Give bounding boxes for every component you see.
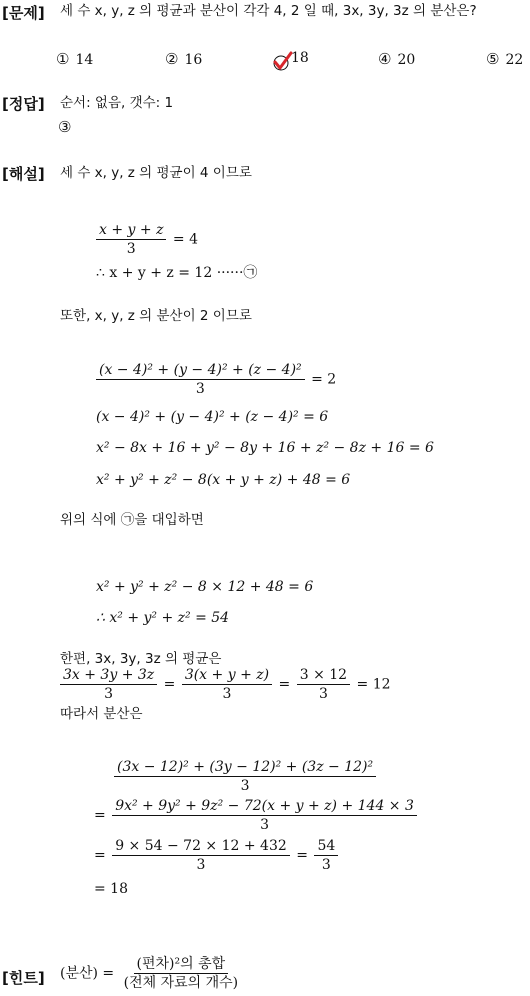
var3-denominator: 3 bbox=[196, 857, 206, 873]
equation-4: (x − 4)² + (y − 4)² + (z − 4)² = 6 bbox=[96, 409, 329, 425]
equation-sum: ∴ x + y + z = 12 ······㉠ bbox=[96, 265, 258, 281]
option-value: 14 bbox=[75, 52, 94, 68]
mean-f3-numerator: 3 × 12 bbox=[297, 667, 350, 685]
eq1-numerator: x + y + z bbox=[96, 222, 166, 240]
eq3-rhs: = 2 bbox=[311, 371, 337, 388]
mean-f2-denominator: 3 bbox=[222, 686, 232, 702]
hint-formula bbox=[60, 956, 243, 991]
mean-eq-2: = bbox=[278, 676, 291, 693]
explanation-line3: 위의 식에 ㉠을 대입하면 bbox=[60, 512, 204, 528]
variance-step-3 bbox=[94, 838, 340, 873]
equation-7: x² + y² + z² − 8 × 12 + 48 = 6 bbox=[96, 579, 314, 595]
equation-variance bbox=[94, 362, 336, 397]
equation-mean-scaled bbox=[58, 667, 391, 702]
eq1-denominator: 3 bbox=[126, 241, 136, 257]
eq1-rhs: = 4 bbox=[172, 231, 198, 248]
option-5[interactable] bbox=[486, 50, 523, 68]
explanation-line2: 또한, x, y, z 의 분산이 2 이므로 bbox=[60, 308, 252, 324]
hint-denominator: (전체 자료의 개수) bbox=[123, 975, 239, 991]
equation-8: ∴ x² + y² + z² = 54 bbox=[96, 610, 230, 626]
var1-denominator: 3 bbox=[240, 778, 250, 794]
var3-denominator-2: 3 bbox=[321, 857, 331, 873]
var2-numerator: 9x² + 9y² + 9z² − 72(x + y + z) + 144 × 3 bbox=[112, 798, 417, 816]
var3-numerator: 9 × 54 − 72 × 12 + 432 bbox=[112, 838, 290, 856]
option-marker: ① bbox=[56, 50, 70, 68]
mean-result: = 12 bbox=[356, 676, 391, 693]
answer-choice: ③ bbox=[58, 118, 72, 136]
var2-denominator: 3 bbox=[260, 817, 269, 833]
option-value: 20 bbox=[397, 52, 416, 68]
explanation-line5: 따라서 분산은 bbox=[60, 706, 143, 722]
hint-label: [힌트] bbox=[2, 969, 45, 987]
var3-lead: = bbox=[94, 847, 106, 864]
problem-label: [문제] bbox=[2, 4, 45, 22]
variance-step-1 bbox=[112, 759, 378, 794]
mean-f1-denominator: 3 bbox=[104, 686, 114, 702]
var2-lead: = bbox=[94, 807, 106, 824]
option-value: 16 bbox=[184, 52, 203, 68]
variance-step-2 bbox=[94, 798, 419, 833]
option-4[interactable] bbox=[378, 50, 415, 68]
option-value: 22 bbox=[505, 52, 524, 68]
var3-numerator-2: 54 bbox=[314, 838, 338, 856]
equation-5: x² − 8x + 16 + y² − 8y + 16 + z² − 8z + 16 = 6 bbox=[96, 440, 434, 456]
problem-text: 세 수 x, y, z 의 평균과 분산이 각각 4, 2 일 때, 3x, 3y, 3z 의 분산은? bbox=[60, 3, 477, 19]
option-1[interactable] bbox=[56, 50, 93, 68]
explanation-line4: 한편, 3x, 3y, 3z 의 평균은 bbox=[60, 651, 222, 667]
equation-6: x² + y² + z² − 8(x + y + z) + 48 = 6 bbox=[96, 472, 351, 488]
var1-numerator: (3x − 12)² + (3y − 12)² + (3z − 12)² bbox=[114, 759, 376, 777]
explanation-intro: 세 수 x, y, z 의 평균이 4 이므로 bbox=[60, 165, 252, 181]
eq3-numerator: (x − 4)² + (y − 4)² + (z − 4)² bbox=[96, 362, 305, 380]
option-marker: ⑤ bbox=[486, 50, 500, 68]
option-value: 18 bbox=[291, 50, 309, 66]
var3-mid: = bbox=[296, 847, 308, 864]
option-marker: ④ bbox=[378, 50, 392, 68]
hint-lhs: (분산) = bbox=[60, 965, 115, 982]
equation-mean bbox=[94, 222, 198, 257]
option-3[interactable] bbox=[273, 50, 309, 66]
option-2[interactable] bbox=[165, 50, 202, 68]
mean-f2-numerator: 3(x + y + z) bbox=[182, 667, 272, 685]
mean-eq-1: = bbox=[163, 676, 176, 693]
explanation-label: [해설] bbox=[2, 165, 45, 183]
option-marker: ② bbox=[165, 50, 179, 68]
mean-f1-numerator: 3x + 3y + 3z bbox=[60, 667, 157, 685]
mean-f3-denominator: 3 bbox=[318, 686, 328, 702]
variance-result: = 18 bbox=[94, 881, 128, 897]
eq3-denominator: 3 bbox=[195, 381, 205, 397]
hint-numerator: (편차)²의 총합 bbox=[134, 956, 229, 974]
answer-label: [정답] bbox=[2, 95, 45, 113]
answer-meta: 순서: 없음, 갯수: 1 bbox=[60, 95, 174, 111]
